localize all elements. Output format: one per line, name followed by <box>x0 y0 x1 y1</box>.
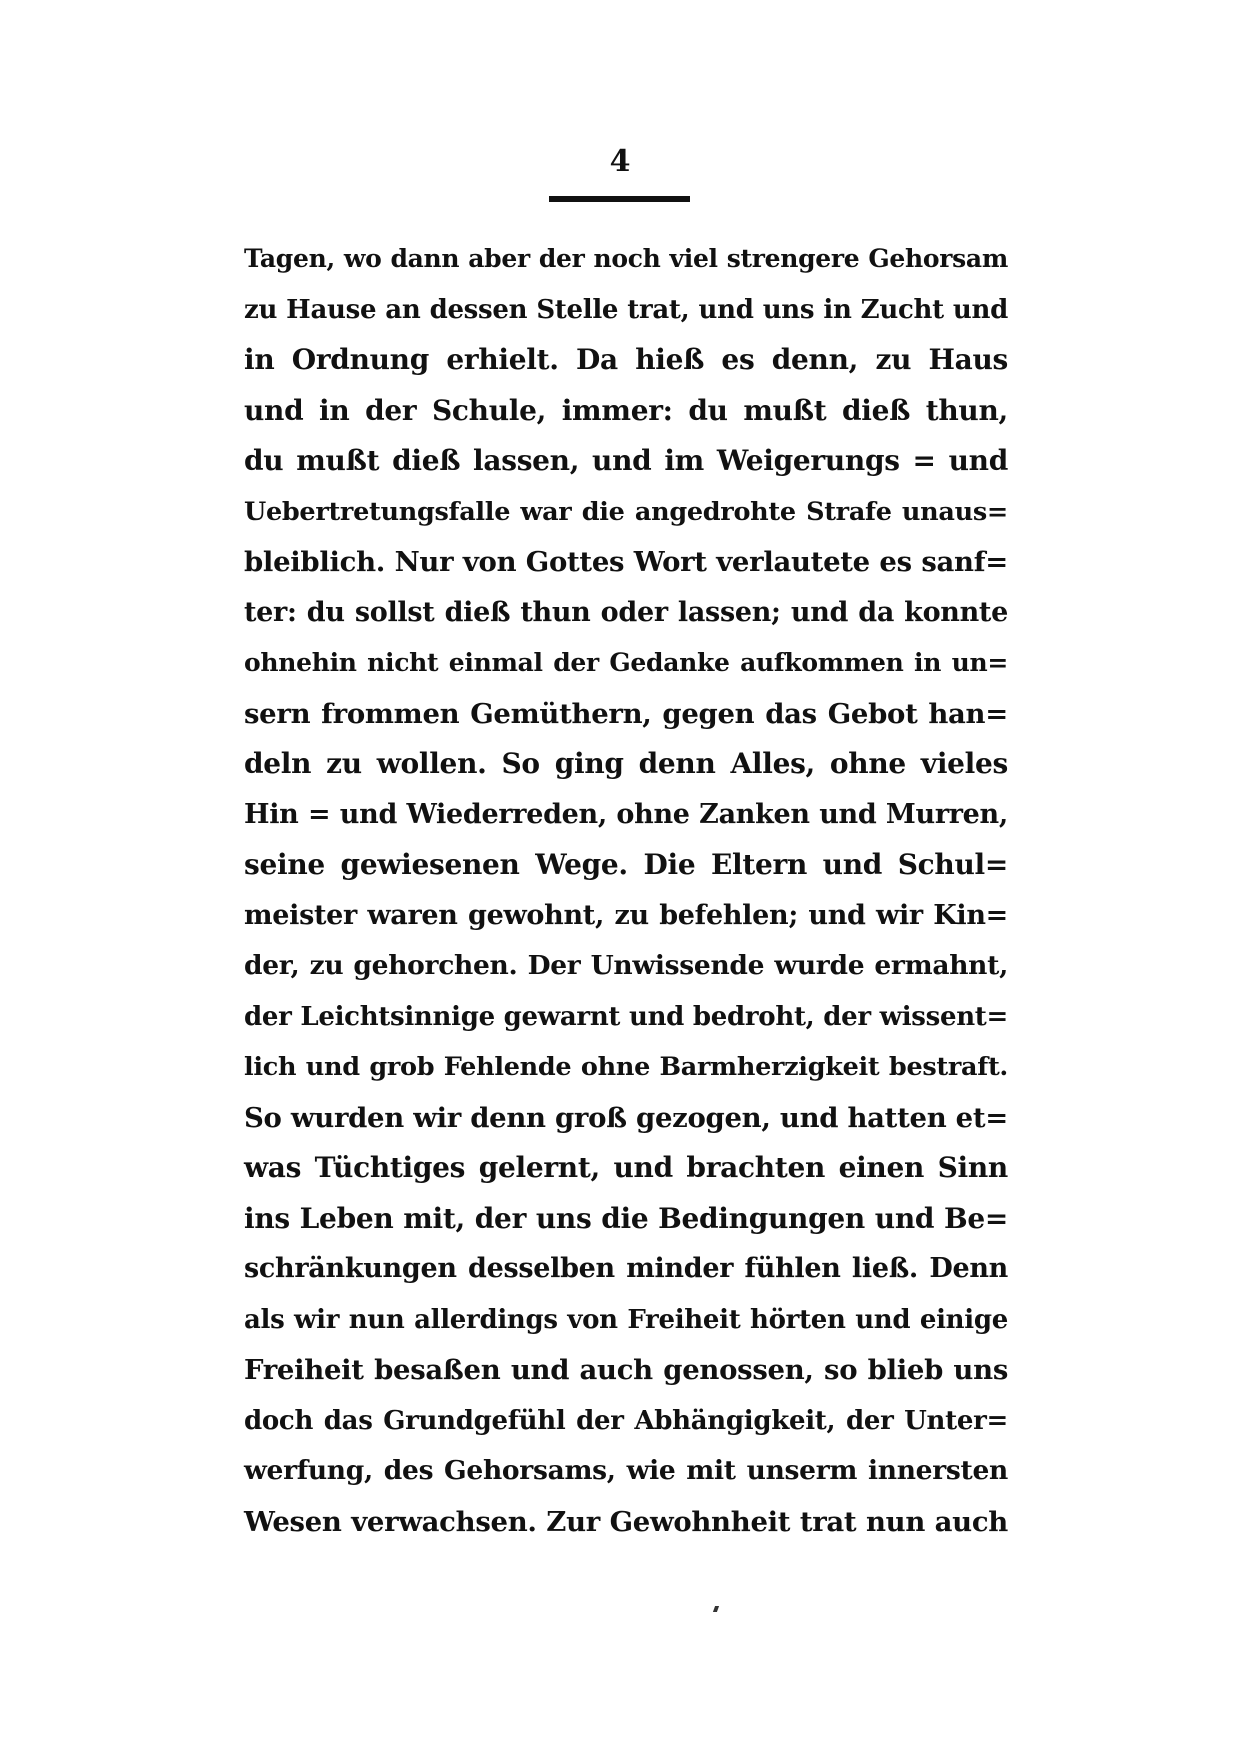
text-line: deln zu wollen. So ging denn Alles, ohne vieles <box>244 747 1008 780</box>
page-number: 4 <box>609 144 631 179</box>
text-line: Wesen verwachsen. Zur Gewohnheit trat nun auch <box>244 1505 1008 1538</box>
text-line: doch das Grundgefühl der Abhängigkeit, der Unter= <box>244 1405 1008 1436</box>
text-line: lich und grob Fehlende ohne Barmherzigkeit bestraft. <box>244 1052 1008 1082</box>
text-line: ohnehin nicht einmal der Gedanke aufkommen in un= <box>244 648 1008 677</box>
text-line: und in der Schule, immer: du mußt dieß thun, <box>244 393 1008 427</box>
text-line: als wir nun allerdings von Freiheit hörten und einige <box>244 1304 1008 1335</box>
text-line: der Leichtsinnige gewarnt und bedroht, der wissent= <box>244 1001 1008 1032</box>
text-line: Freiheit besaßen und auch genossen, so blieb uns <box>244 1354 1008 1386</box>
text-line: was Tüchtiges gelernt, und brachten einen Sinn <box>244 1151 1008 1184</box>
text-line: Tagen, wo dann aber der noch viel strengere Gehorsam <box>244 244 1008 273</box>
text-line: sern frommen Gemüthern, gegen das Gebot han= <box>244 697 1008 730</box>
text-line: meister waren gewohnt, zu befehlen; und wir Kin= <box>244 899 1008 931</box>
text-line: ter: du sollst dieß thun oder lassen; und da konnte <box>244 596 1008 628</box>
text-line: Uebertretungsfalle war die angedrohte Strafe unaus= <box>244 496 1008 527</box>
text-line: seine gewiesenen Wege. Die Eltern und Schul= <box>244 848 1008 881</box>
text-line: zu Hause an dessen Stelle trat, und uns in Zucht und <box>244 294 1008 325</box>
text-line: in Ordnung erhielt. Da hieß es denn, zu Haus <box>244 343 1008 376</box>
text-line: der, zu gehorchen. Der Unwissende wurde ermahnt, <box>244 950 1008 981</box>
header-rule <box>549 196 690 202</box>
text-line: schränkungen desselben minder fühlen ließ. Denn <box>244 1253 1008 1284</box>
text-line: ins Leben mit, der uns die Bedingungen und Be= <box>244 1201 1008 1235</box>
ink-speck <box>713 1606 719 1612</box>
text-line: Hin = und Wiederreden, ohne Zanken und Murren, <box>244 798 1008 830</box>
text-line: werfung, des Gehorsams, wie mit unserm innersten <box>244 1455 1008 1486</box>
text-line: du mußt dieß lassen, und im Weigerungs = und <box>244 444 1008 477</box>
text-line: bleiblich. Nur von Gottes Wort verlautete es sanf= <box>244 546 1008 578</box>
body-text <box>244 234 1008 1547</box>
text-line: So wurden wir denn groß gezogen, und hatten et= <box>244 1101 1008 1134</box>
